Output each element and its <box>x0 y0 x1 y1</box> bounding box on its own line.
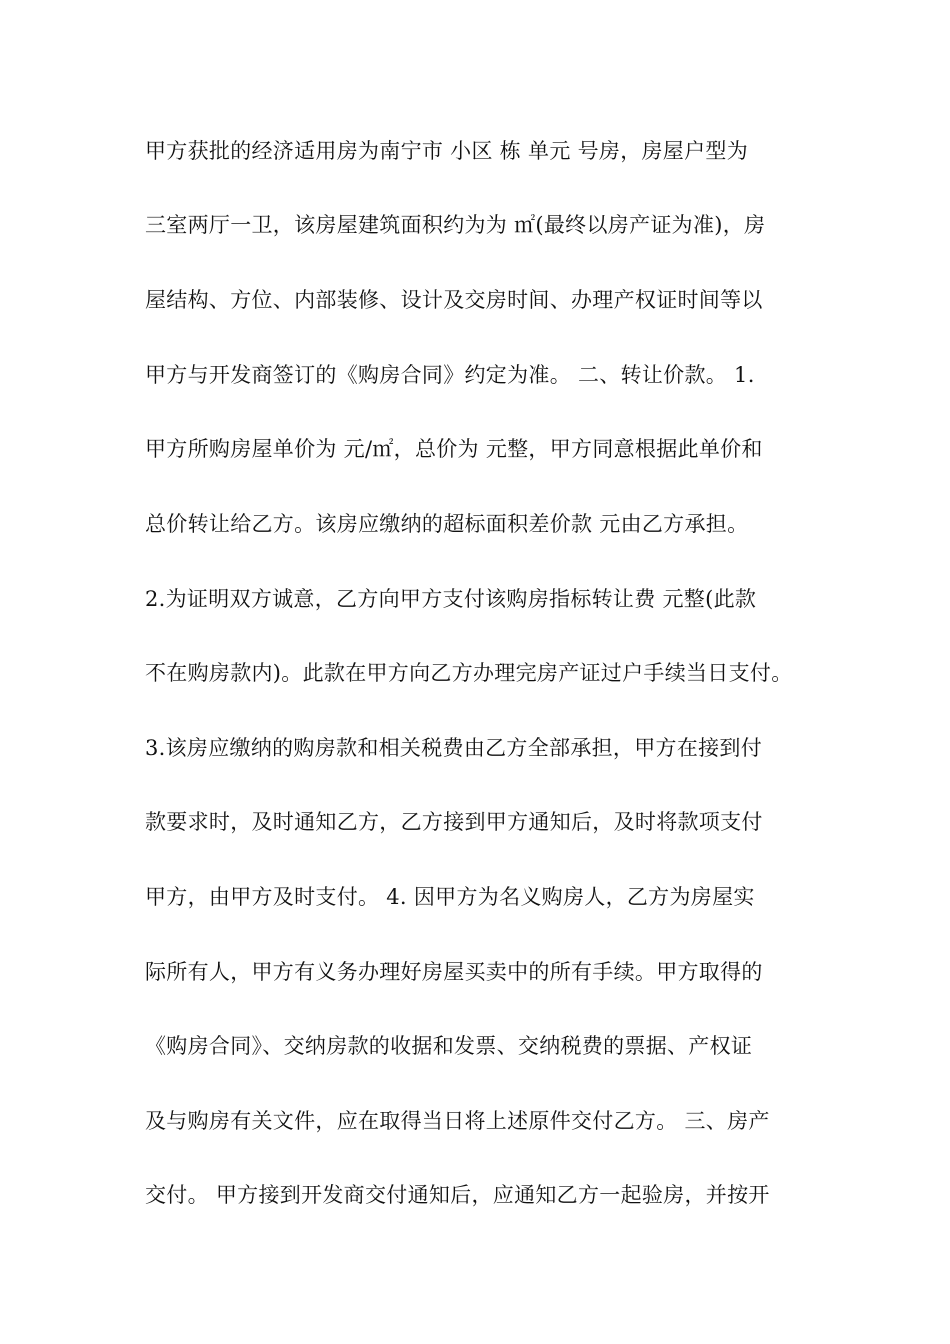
text-line-10: 款要求时，及时通知乙方，乙方接到甲方通知后，及时将款项支付 <box>145 810 763 834</box>
text-line-9: 3.该房应缴纳的购房款和相关税费由乙方全部承担，甲方在接到付 <box>145 736 763 760</box>
text-line-6: 总价转让给乙方。该房应缴纳的超标面积差价款 元由乙方承担。 <box>145 512 749 536</box>
text-line-13: 《购房合同》、交纳房款的收据和发票、交纳税费的票据、产权证 <box>145 1034 753 1058</box>
text-line-1: 甲方获批的经济适用房为南宁市 小区 栋 单元 号房，房屋户型为 <box>145 139 748 163</box>
text-line-14: 及与购房有关文件，应在取得当日将上述原件交付乙方。 三、房产 <box>145 1109 770 1133</box>
text-line-11: 甲方，由甲方及时支付。 4. 因甲方为名义购房人，乙方为房屋实 <box>145 885 755 909</box>
text-line-8: 不在购房款内)。此款在甲方向乙方办理完房产证过户手续当日支付。 <box>145 661 793 685</box>
text-line-4: 甲方与开发商签订的《购房合同》约定为准。 二、转让价款。 1. <box>145 363 755 387</box>
text-line-5: 甲方所购房屋单价为 元/㎡，总价为 元整，甲方同意根据此单价和 <box>145 437 763 461</box>
text-line-2: 三室两厅一卫，该房屋建筑面积约为为 ㎡(最终以房产证为准)，房 <box>145 213 766 237</box>
text-line-12: 际所有人，甲方有义务办理好房屋买卖中的所有手续。甲方取得的 <box>145 960 763 984</box>
text-line-3: 屋结构、方位、内部装修、设计及交房时间、办理产权证时间等以 <box>145 288 763 312</box>
text-line-7: 2.为证明双方诚意，乙方向甲方支付该购房指标转让费 元整(此款 <box>145 587 757 611</box>
text-line-15: 交付。 甲方接到开发商交付通知后，应通知乙方一起验房，并按开 <box>145 1183 770 1207</box>
